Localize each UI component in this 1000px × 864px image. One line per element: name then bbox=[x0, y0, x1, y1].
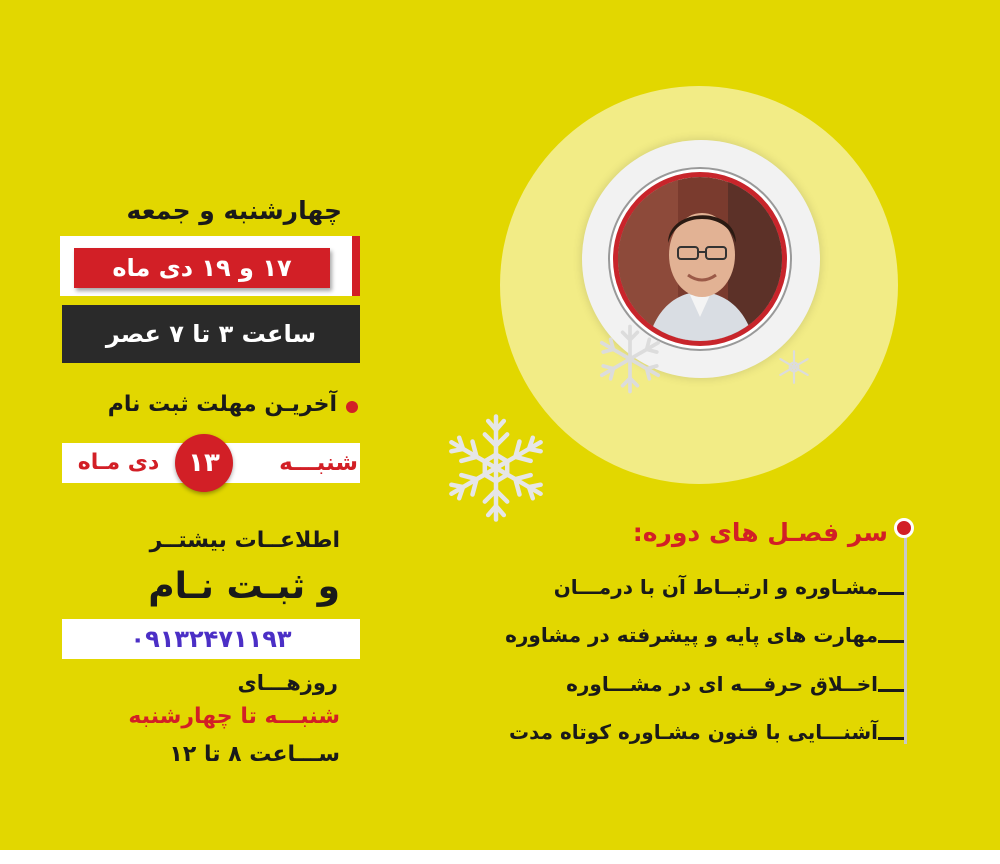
portrait-frame bbox=[613, 172, 787, 346]
registration-heading: و ثبـت نـام bbox=[148, 566, 340, 607]
topics-bullet bbox=[894, 518, 914, 538]
topic-tick bbox=[878, 640, 904, 643]
deadline-month: دی مـاه bbox=[77, 450, 160, 475]
info-heading: اطلاعــات بیشتــر bbox=[149, 528, 340, 553]
course-time: ساعت ۳ تا ۷ عصر bbox=[105, 320, 317, 348]
topic-tick bbox=[878, 737, 904, 740]
course-days: چهارشنبه و جمعه bbox=[126, 196, 342, 225]
topic-item: اخــلاق حرفـــه ای در مشـــاوره bbox=[566, 672, 878, 696]
phone-number[interactable]: ۰۹۱۳۲۴۷۱۱۹۳ bbox=[130, 625, 292, 653]
contact-days-range: شنبـــه تا چهارشنبه bbox=[128, 704, 340, 729]
deadline-bullet bbox=[346, 401, 358, 413]
deadline-label: آخریـن مهلت ثبت نام bbox=[107, 392, 337, 417]
contact-hours: ســـاعت ۸ تا ۱۲ bbox=[169, 742, 340, 767]
topic-tick bbox=[878, 592, 904, 595]
course-date: ۱۷ و ۱۹ دی ماه bbox=[112, 254, 292, 282]
deadline-day-badge: ۱۳ bbox=[175, 434, 233, 492]
presenter-portrait bbox=[618, 177, 782, 341]
snowflake-icon bbox=[593, 322, 667, 396]
topics-title: سر فصـل های دوره: bbox=[632, 518, 888, 547]
contact-days-label: روزهـــای bbox=[237, 671, 338, 695]
topic-tick bbox=[878, 689, 904, 692]
topic-item: مشـاوره و ارتبــاط آن با درمـــان bbox=[553, 575, 878, 599]
topics-line bbox=[904, 536, 907, 744]
snowflake-icon bbox=[440, 412, 552, 524]
deadline-weekday: شنبـــه bbox=[279, 450, 358, 476]
date-accent-bar bbox=[352, 236, 360, 296]
topic-item: آشنـــایی با فنون مشـاوره کوتاه مدت bbox=[508, 720, 878, 744]
snowflake-icon bbox=[776, 349, 812, 385]
topic-item: مهارت های پایه و پیشرفته در مشاوره bbox=[505, 623, 878, 647]
